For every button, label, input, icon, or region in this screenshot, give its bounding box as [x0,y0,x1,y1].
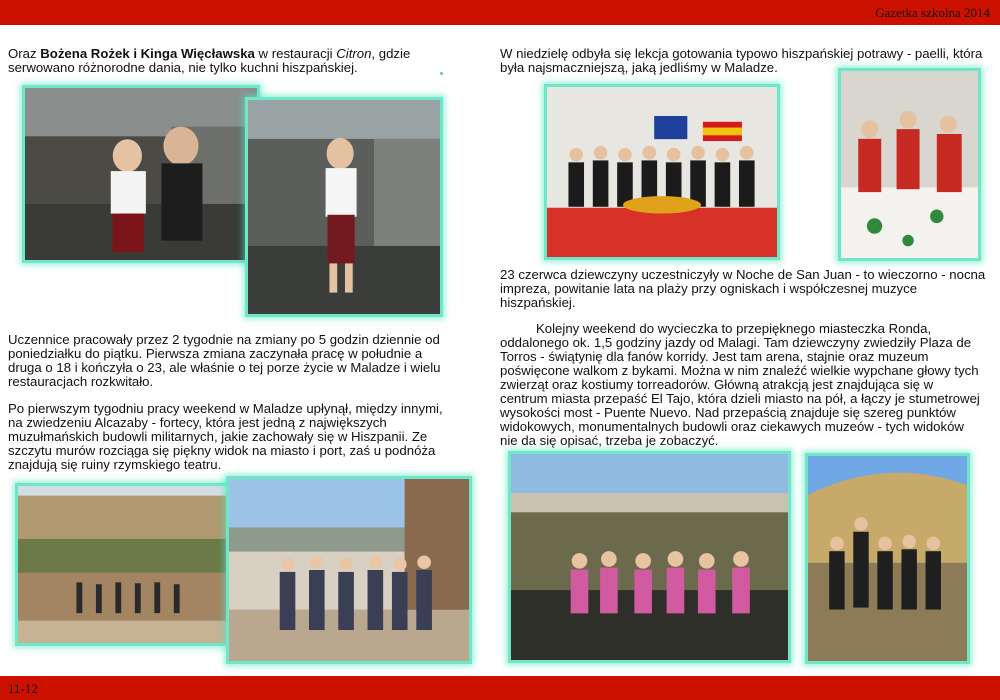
photo-kitchen-girl [245,97,443,317]
left-paragraph-1: Oraz Bożena Rożek i Kinga Więcławska w restauracji Citron, gdzie serwowano różnorodne dania, nie tylko kuchni hiszpańskiej. [8,46,411,75]
right-paragraph-1: W niedzielę odbyła się lekcja gotowania typowo hiszpańskiej potrawy - paelli, która była najsmaczniejszą, jaką jedliśmy w Maladze. [500,46,983,75]
header-bar [0,0,1000,25]
photo-kitchen-chef [22,85,260,263]
left-paragraph-3: Po pierwszym tygodniu pracy weekend w Maladze upłynął, między innymi, na zwiedzeniu Alcazaby - fortecy, która jest jedną z największych muzułmańskich budowli militarnych, jakie zachowały się w Hiszpanii. Ze szczytu murów rozciąga się piękny widok na miasto i port, zaś u podnóża znajdują się ruiny rzymskiego teatru. [8,401,443,472]
restaurant-name: Citron [336,46,372,61]
photo-paella-class [544,84,780,260]
photo-group-viewpoint [226,476,472,664]
left-paragraph-2: Uczennice pracowały przez 2 tygodnie na zmiany po 5 godzin dziennie od poniedziałku do piątku. Pierwsza zmiana zaczynała pracę w południe a druga o 18 i kończyła o 23, ale właśnie o tej porze życie w Maladze i wielu restauracjach rozkwitało. [8,332,441,389]
photo-alcazaba-ruins [15,483,244,646]
photo-bullring [805,453,970,664]
photo-ronda-gorge [508,451,791,663]
right-paragraph-2: 23 czerwca dziewczyny uczestniczyły w Noche de San Juan - to wieczorno - nocna impreza, powitanie lata na plaży przy ogniskach i współczesnej muzyce hiszpańskiej. [500,267,986,310]
names-bold: Bożena Rożek i Kinga Więcławska [40,46,255,61]
right-paragraph-3: Kolejny weekend do wycieczka to przepięknego miasteczka Ronda, oddalonego ok. 1,5 godziny jazdy od Malagi. Tam dziewczyny zwiedziły Plaza de Torros - świątynię dla fanów korridy. Jest tam arena, stajnie oraz muzeum poświęcone walkom z bykami. Można w nim znaleźć wielkie wypchane głowy tych zwierząt oraz kostiumy torreadorów. Główną atrakcją jest znajdująca się w centrum miasta przepaść El Tajo, która dzieli miasto na pół, a łączy je stumetrowej wysokości most - Puente Nuevo. Nad przepaścią znajduje się szereg punktów widokowych, monumentalnych budowli oraz ciekawych muzeów - tych widoków nie da się opisać, trzeba je zobaczyć. [500,321,980,448]
page-numbers: 11-12 [8,681,38,696]
newsletter-title: Gazetka szkolna 2014 [875,5,990,20]
footer-bar [0,676,1000,700]
decorative-dot [440,72,443,75]
photo-cooking-prep [838,68,981,261]
